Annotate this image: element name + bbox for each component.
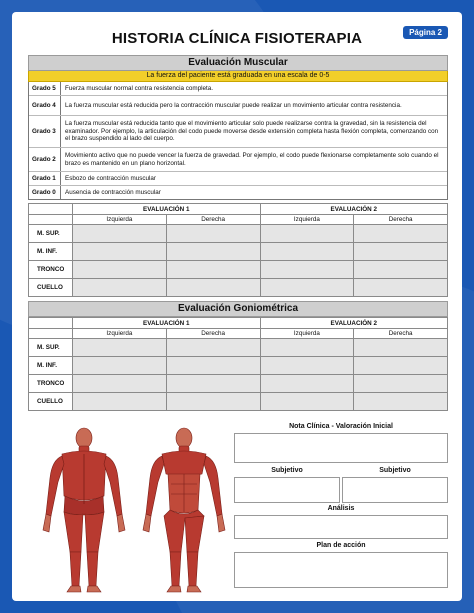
grade-row [29,186,447,199]
input-cell[interactable] [260,393,354,411]
analisis-label: Análisis [327,505,355,512]
scale-note: La fuerza del paciente está graduada en una escala de 0-5 [28,71,448,82]
grade-text: La fuerza muscular está reducida pero la contracción muscular puede realizar un movimiento articular contra resistencia. [65,101,402,109]
input-cell[interactable] [166,375,260,393]
input-cell[interactable] [73,225,167,243]
input-cell[interactable] [260,375,354,393]
grade-text: La fuerza muscular está reducida tanto que el movimiento articular solo puede realizarse contra la gravedad, sin la resistencia del examinador. Por ejemplo, la articulación del codo puede moverse desde extensión completa hasta flexión completa, comenzando con el brazo suspendido al lado del cuerpo. [65,119,439,143]
grade-row [29,96,447,116]
input-cell[interactable] [73,279,167,297]
subjetivo-label-1: Subjetivo [271,467,303,474]
derecha-header: Derecha [354,215,448,225]
derecha-header: Derecha [166,329,260,339]
input-cell[interactable] [166,225,260,243]
muscular-section [28,55,448,200]
input-cell[interactable] [354,393,448,411]
input-cell[interactable] [166,279,260,297]
input-cell[interactable] [354,375,448,393]
page-badge: Página 2 [403,26,448,39]
row-label: CUELLO [29,393,73,411]
derecha-header: Derecha [354,329,448,339]
muscular-eval-table [28,203,448,297]
grade-label: Grado 5 [29,82,61,95]
grade-label: Grado 1 [29,172,61,185]
input-cell[interactable] [166,261,260,279]
input-cell[interactable] [260,279,354,297]
input-cell[interactable] [354,243,448,261]
input-cell[interactable] [166,243,260,261]
eval2-header: EVALUACIÓN 2 [260,204,448,215]
row-label: TRONCO [29,375,73,393]
muscle-anatomy-front-image [134,426,234,596]
row-label: M. SUP. [29,225,73,243]
row-label: TRONCO [29,261,73,279]
grade-label: Grado 0 [29,186,61,199]
grade-row [29,116,447,148]
input-cell[interactable] [73,339,167,357]
input-cell[interactable] [260,357,354,375]
muscular-title: Evaluación Muscular [28,55,448,71]
grade-text: Esbozo de contracción muscular [65,174,157,182]
page [12,12,462,601]
input-cell[interactable] [354,279,448,297]
input-cell[interactable] [73,393,167,411]
row-label: CUELLO [29,279,73,297]
input-cell[interactable] [354,339,448,357]
input-cell[interactable] [73,243,167,261]
row-label: M. INF. [29,357,73,375]
input-cell[interactable] [166,339,260,357]
grade-text: Movimiento activo que no puede vencer la fuerza de gravedad. Por ejemplo, el codo puede flexionarse completamente solo cuando el brazo es mantenido en un plano horizontal. [65,151,439,167]
grade-row [29,82,447,96]
grade-label: Grado 3 [29,116,61,147]
corner-cell [29,318,73,329]
grade-row [29,172,447,186]
plan-field[interactable] [234,552,448,588]
row-label: M. INF. [29,243,73,261]
nota-clinica-field[interactable] [234,433,448,463]
eval1-header: EVALUACIÓN 1 [73,204,261,215]
corner-cell [29,329,73,339]
input-cell[interactable] [73,375,167,393]
input-cell[interactable] [260,339,354,357]
plan-label: Plan de acción [316,542,366,549]
input-cell[interactable] [73,261,167,279]
grade-text: Fuerza muscular normal contra resistencia completa. [65,84,214,92]
muscle-anatomy-back-image [34,426,134,596]
corner-cell [29,204,73,215]
input-cell[interactable] [73,357,167,375]
eval2-header: EVALUACIÓN 2 [260,318,448,329]
grade-label: Grado 2 [29,148,61,171]
input-cell[interactable] [166,393,260,411]
eval1-header: EVALUACIÓN 1 [73,318,261,329]
page-title: HISTORIA CLÍNICA FISIOTERAPIA [111,30,363,47]
grade-row [29,148,447,172]
analisis-field[interactable] [234,515,448,539]
input-cell[interactable] [166,357,260,375]
input-cell[interactable] [354,261,448,279]
subjetivo-field-2[interactable] [342,477,448,503]
corner-cell [29,215,73,225]
gonio-title: Evaluación Goniométrica [28,301,448,317]
izquierda-header: Izquierda [260,329,354,339]
izquierda-header: Izquierda [73,329,167,339]
row-label: M. SUP. [29,339,73,357]
input-cell[interactable] [260,261,354,279]
nota-clinica-label: Nota Clínica - Valoración Inicial [289,423,393,430]
input-cell[interactable] [260,225,354,243]
subjetivo-field-1[interactable] [234,477,340,503]
input-cell[interactable] [354,357,448,375]
izquierda-header: Izquierda [73,215,167,225]
subjetivo-label-2: Subjetivo [379,467,411,474]
input-cell[interactable] [354,225,448,243]
gonio-section [28,301,448,411]
input-cell[interactable] [260,243,354,261]
derecha-header: Derecha [166,215,260,225]
grades-table [28,82,448,200]
grade-label: Grado 4 [29,96,61,115]
izquierda-header: Izquierda [260,215,354,225]
grade-text: Ausencia de contracción muscular [65,188,161,196]
